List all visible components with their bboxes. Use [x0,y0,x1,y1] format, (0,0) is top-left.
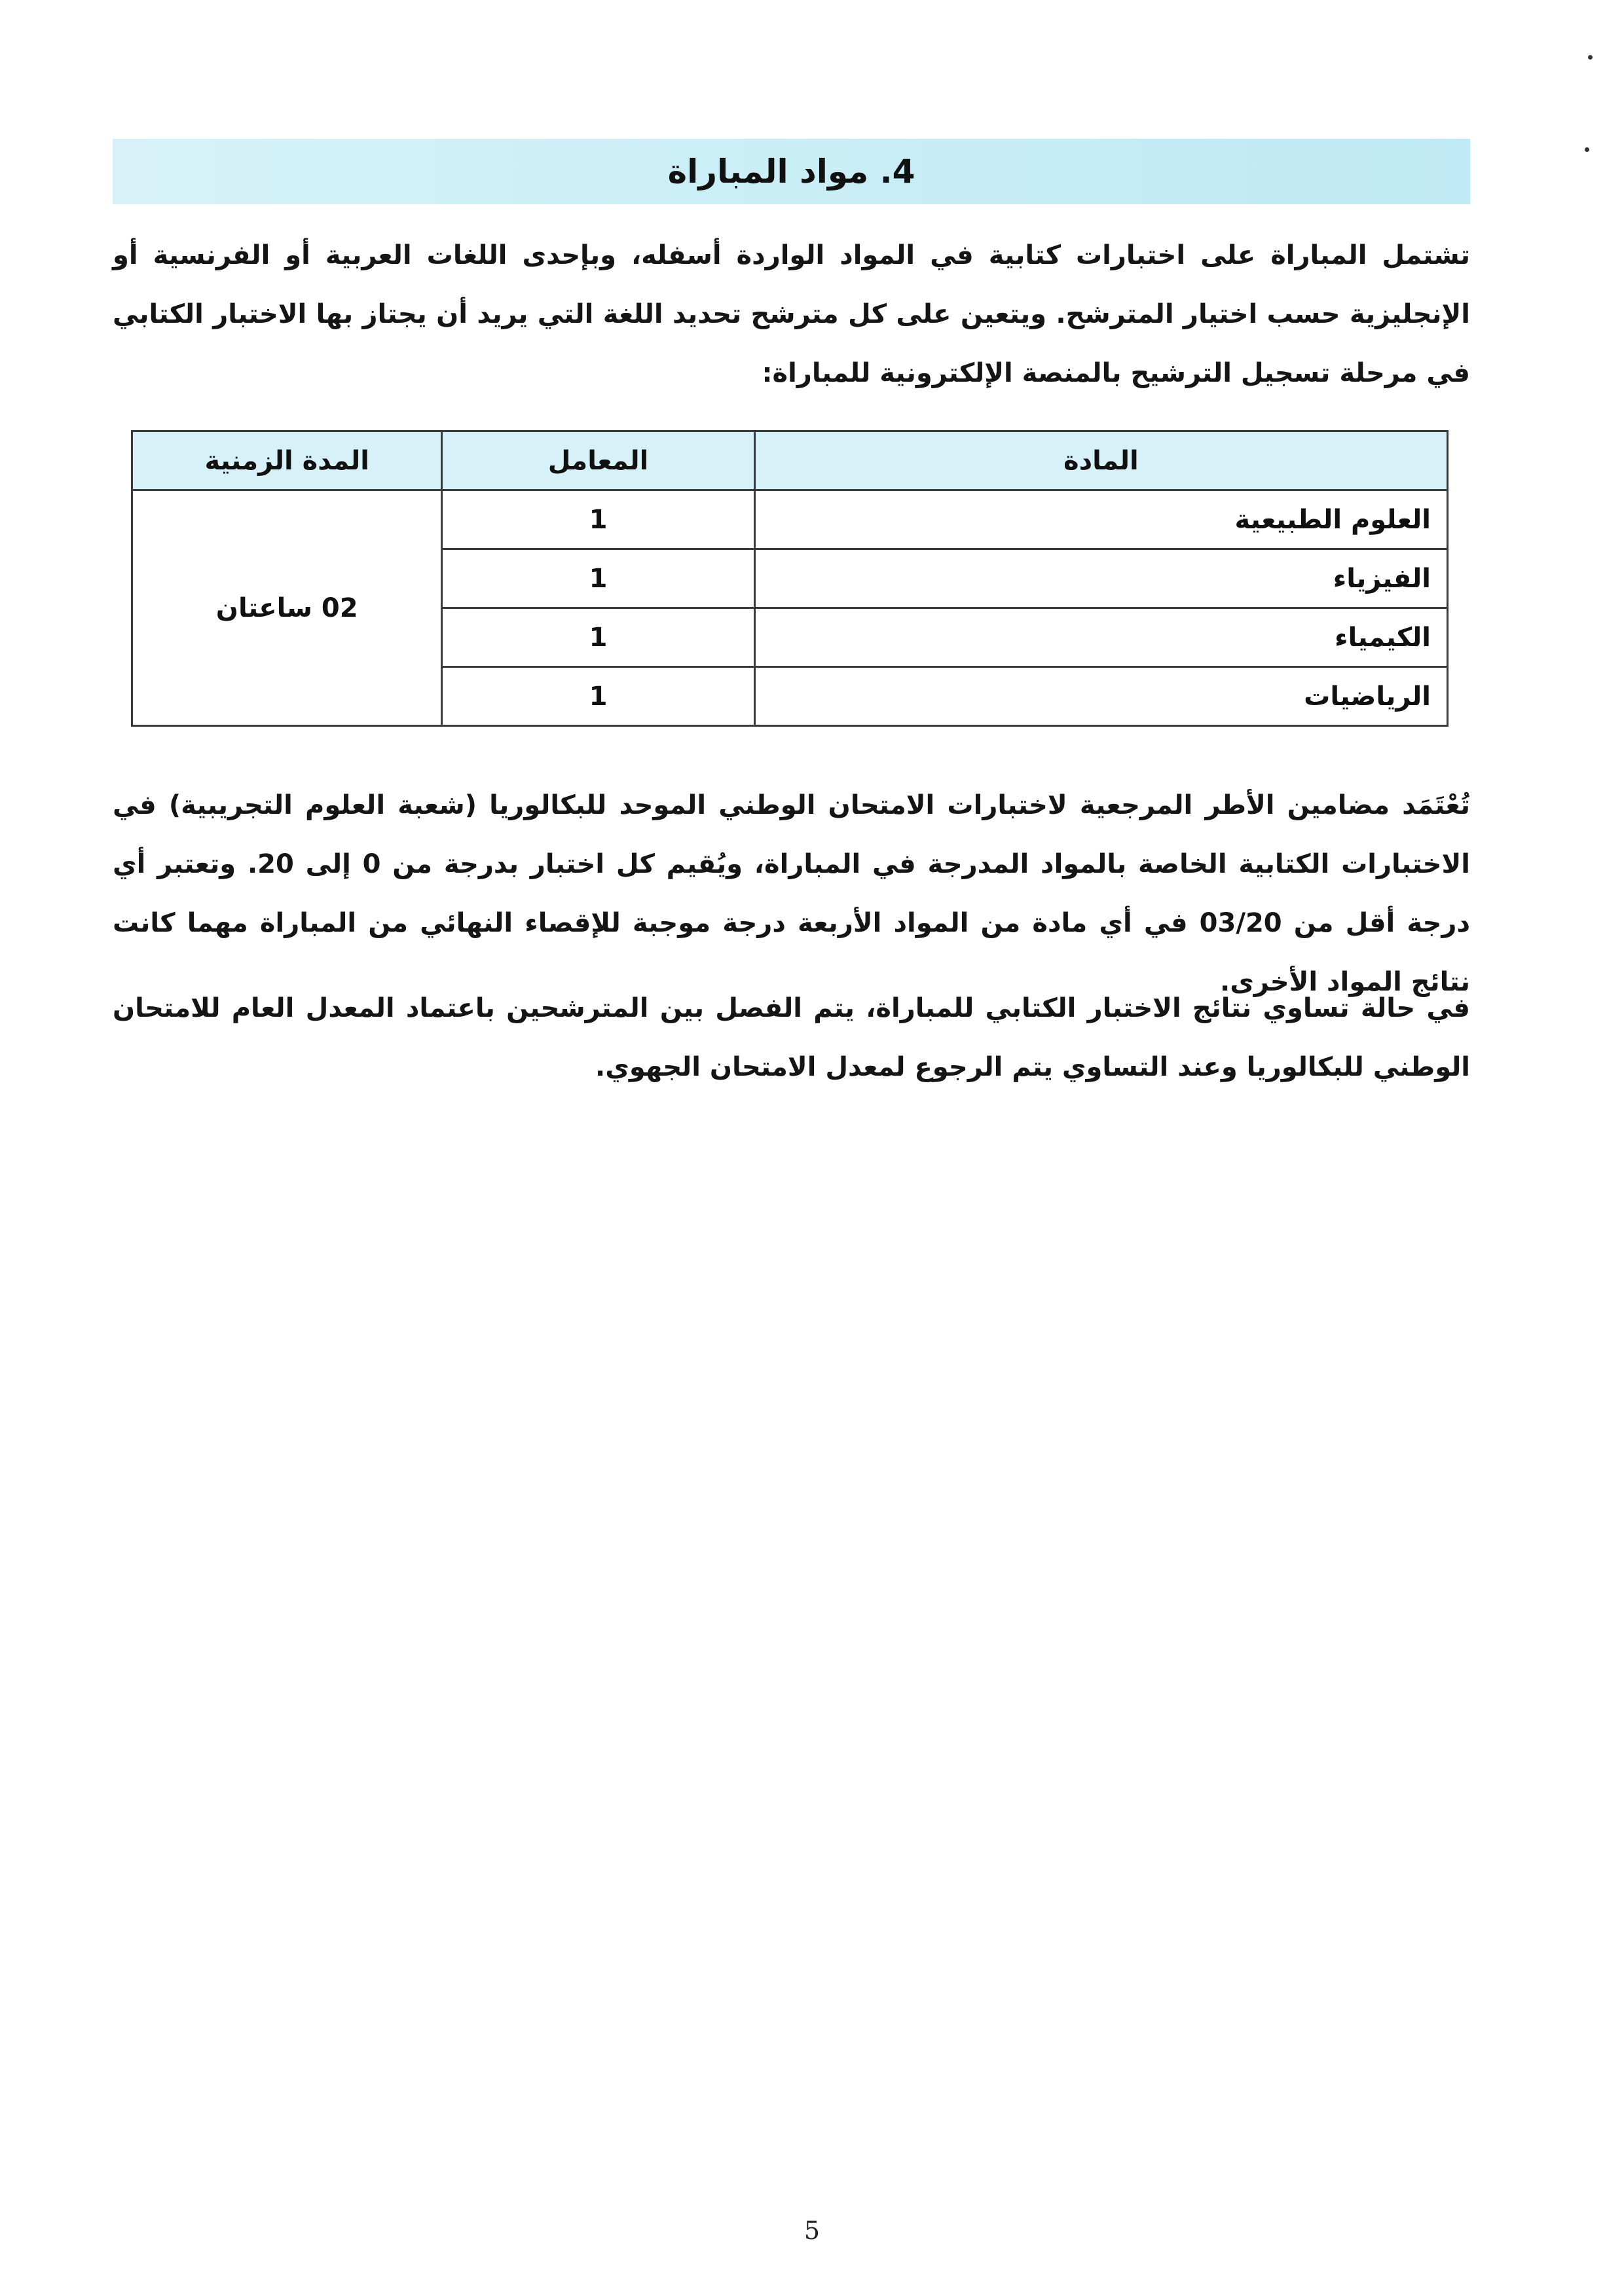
intro-paragraph: تشتمل المباراة على اختبارات كتابية في المواد الواردة أسفله، وبإحدى اللغات العربية أو الفرنسية أو الإنجليزية حسب اختيار المترشح. ويتعين على كل مترشح تحديد اللغة التي يريد أن يجتاز بها الاختبار الكتابي في مرحلة تسجيل الترشيح بالمنصة الإلكترونية للمباراة: [113,240,1470,388]
coefficient-cell: 1 [442,549,754,608]
evaluation-paragraph: تُعْتَمَد مضامين الأطر المرجعية لاختبارات الامتحان الوطني الموحد للبكالوريا (شعبة العلوم التجريبية) في الاختبارات الكتابية الخاصة بالمواد المدرجة في المباراة، ويُقيم كل اختبار بدرجة من 0 إلى 20. وتعتبر أي درجة أقل من 03/20 في أي مادة من المواد الأربعة درجة موجبة للإقصاء النهائي من المباراة مهما كانت نتائج المواد الأخرى. [113,790,1470,997]
scan-speck [1585,147,1589,152]
coefficient-cell: 1 [442,490,754,549]
subject-cell: الرياضيات [754,667,1447,726]
header-subject: المادة [754,431,1447,490]
subjects-table [131,430,1449,727]
duration-cell: 02 ساعتان [132,490,442,726]
section-heading-band [113,139,1470,204]
scan-speck [1588,55,1593,60]
section-title: 4. مواد المباراة [667,153,915,191]
subject-cell: العلوم الطبيعية [754,490,1447,549]
subject-cell: الكيمياء [754,608,1447,667]
coefficient-cell: 1 [442,667,754,726]
header-coefficient: المعامل [442,431,754,490]
table-row [132,490,1448,549]
subject-cell: الفيزياء [754,549,1447,608]
header-duration: المدة الزمنية [132,431,442,490]
table-header-row [132,431,1448,490]
coefficient-cell: 1 [442,608,754,667]
tie-break-paragraph: في حالة تساوي نتائج الاختبار الكتابي للمباراة، يتم الفصل بين المترشحين باعتماد المعدل العام للامتحان الوطني للبكالوريا وعند التساوي يتم الرجوع لمعدل الامتحان الجهوي. [113,993,1470,1082]
page-number: 5 [803,2216,821,2245]
